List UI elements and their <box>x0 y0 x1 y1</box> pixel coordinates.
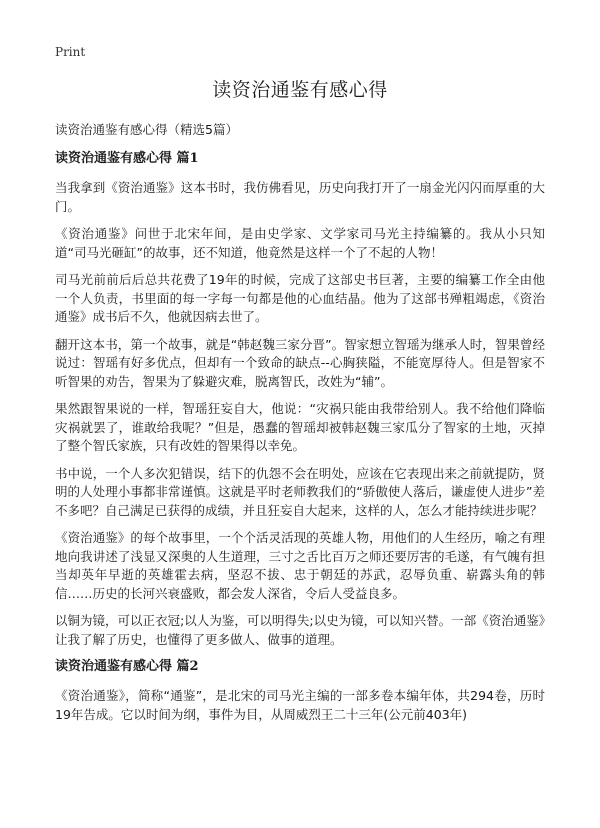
paragraph: 当我拿到《资治通鉴》这本书时，我仿佛看见，历史向我打开了一扇金光闪闪而厚重的大门。 <box>55 180 545 214</box>
page-title: 读资治通鉴有感心得 <box>212 79 388 101</box>
print-link[interactable]: Print <box>55 45 86 59</box>
document-subtitle: 读资治通鉴有感心得（精选5篇） <box>55 122 238 137</box>
paragraph: 以铜为镜，可以正衣冠;以人为鉴，可以明得失;以史为镜，可以知兴替。一部《资治通鉴》让我了解了历史，也懂得了更多做人、做事的道理。 <box>55 613 545 647</box>
paragraph: 书中说，一个人多次犯错误，结下的仇怨不会在明处，应该在它表现出来之前就提防，贤明的人处理小事都非常谨慎。这就是平时老师教我们的“骄傲使人落后，谦虚使人进步”差不多吧？自己满足已获得的成绩，并且狂妄自大起来，这样的人，怎么才能持续进步呢？ <box>55 465 545 518</box>
paragraph: 司马光前前后后总共花费了19年的时候，完成了这部史书巨著，主要的编纂工作全由他一个人负责，书里面的每一字每一句都是他的心血结晶。他为了这部书殚粗竭虑，《资治通鉴》成书后不久，他就因病去世了。 <box>55 272 545 324</box>
article-body <box>55 150 545 733</box>
paragraph: 《资治通鉴》的每个故事里，一个个活灵活现的英雄人物，用他们的人生经历，喻之有理地向我讲述了浅显又深奥的人生道理，三寸之舌比百万之师还要厉害的毛遂，有气魄有担当却英年早逝的英雄霍去病，坚忍不拔、忠于朝廷的苏武，忍辱负重、崭露头角的韩信……历史的长河兴衰盛败，都会发人深省，令后人受益良多。 <box>55 530 545 601</box>
section-2 <box>55 658 545 724</box>
section-1 <box>55 150 545 649</box>
paragraph: 《资治通鉴》，简称“通鉴”，是北宋的司马光主编的一部多卷本编年体，共294卷，历时19年告成。它以时间为纲，事件为目，从周威烈王二十三年(公元前403年) <box>55 688 545 722</box>
section-heading: 读资治通鉴有感心得 篇1 <box>55 151 199 166</box>
section-heading: 读资治通鉴有感心得 篇2 <box>55 659 199 674</box>
paragraph: 《资治通鉴》问世于北宋年间，是由史学家、文学家司马光主持编纂的。我从小只知道“司马光砸缸”的故事，还不知道，他竟然是这样一个了不起的人物！ <box>55 226 545 260</box>
paragraph: 翻开这本书，第一个故事，就是“韩赵魏三家分晋”。智家想立智瑶为继承人时，智果曾经说过：智瑶有好多优点，但却有一个致命的缺点--心胸狭隘，不能宽厚待人。但是智家不听智果的劝告，智果为了躲避灾难，脱离智氏，改姓为“辅”。 <box>55 336 545 389</box>
paragraph: 果然跟智果说的一样，智瑶狂妄自大，他说：“灾祸只能由我带给别人。我不给他们降临灾祸就罢了，谁敢给我呢？”但是，愚蠢的智瑶却被韩赵魏三家瓜分了智家的土地，灭掉了整个智氏家族，只有改姓的智果得以幸免。 <box>55 401 545 453</box>
